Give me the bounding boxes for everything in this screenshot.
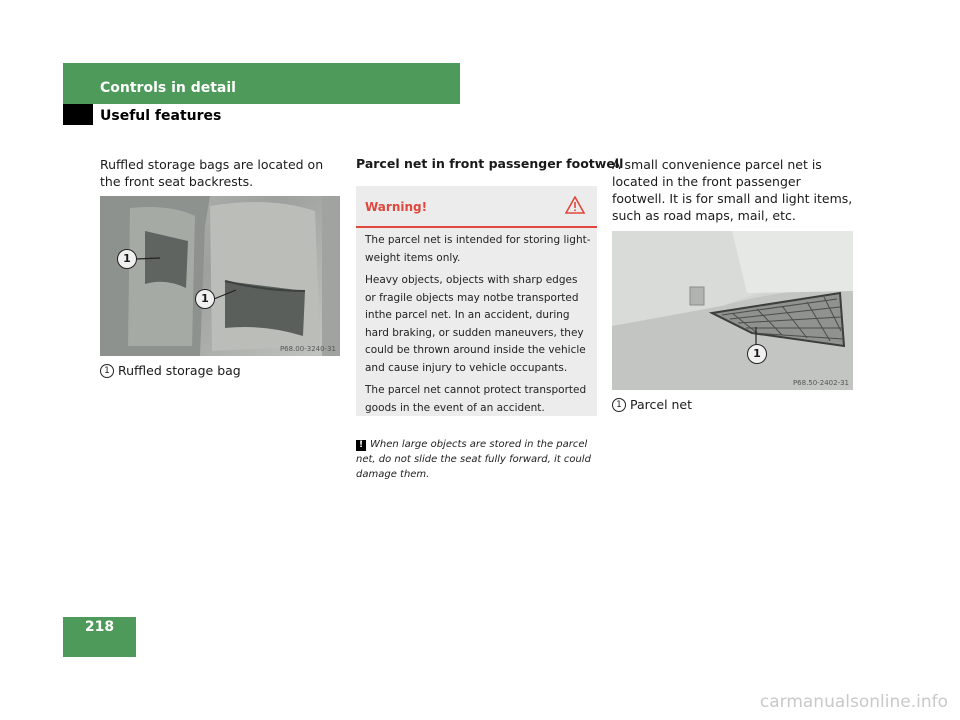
warning-triangle-icon [565,196,585,218]
warning-paragraph: Heavy objects, objects with sharp edges or fragile objects may notbe transported inthe parcel net. In an accident, during hard braking, or sudden maneuvers, they could be thrown around inside the vehicle and cause injury to vehicle occupants. [365,274,586,374]
note-mark: ! [356,440,366,451]
callout-marker: 1 [747,344,767,364]
figure-caption [100,362,241,379]
warning-paragraph: The parcel net cannot protect transported goods in the event of an accident. [365,384,587,414]
warning-paragraph: The parcel net is intended for storing light-weight items only. [365,234,591,264]
callout-marker: 1 [195,289,215,309]
figure-caption [612,396,692,413]
caption-number: 1 [100,364,114,378]
watermark: carmanualsonline.info [759,692,948,712]
seat-backrest-illustration [100,196,340,356]
warning-box [356,186,597,416]
caption-label: Ruffled storage bag [118,363,241,378]
parcel-net-text: A small convenience parcel net is located in the front passenger footwell. It is for small and light items, such as road maps, mail, etc. [612,157,853,223]
warning-label: Warning! [365,200,428,214]
section-title: Controls in detail [100,80,236,96]
storage-bags-text: Ruffled storage bags are located on the front seat backrests. [100,157,324,189]
section-heading: Parcel net in front passenger footwell [356,156,624,171]
subsection-marker [63,104,93,125]
caption-number: 1 [612,398,626,412]
page-number-box [63,617,136,657]
parcel-net-photo [612,231,853,390]
warning-header [356,186,597,228]
subsection-title: Useful features [100,108,222,124]
note-text: When large objects are stored in the parcel net, do not slide the seat fully forward, it could damage them. [356,439,591,480]
footwell-illustration [612,231,853,390]
damage-note [356,437,597,482]
figure-code: P68.50-2402-31 [792,379,849,387]
page-number: 218 [84,619,115,635]
callout-marker: 1 [117,249,137,269]
storage-bag-photo [100,196,340,356]
caption-label: Parcel net [630,397,693,412]
figure-code: P68.00-3240-31 [279,345,336,353]
warning-text [365,232,591,422]
